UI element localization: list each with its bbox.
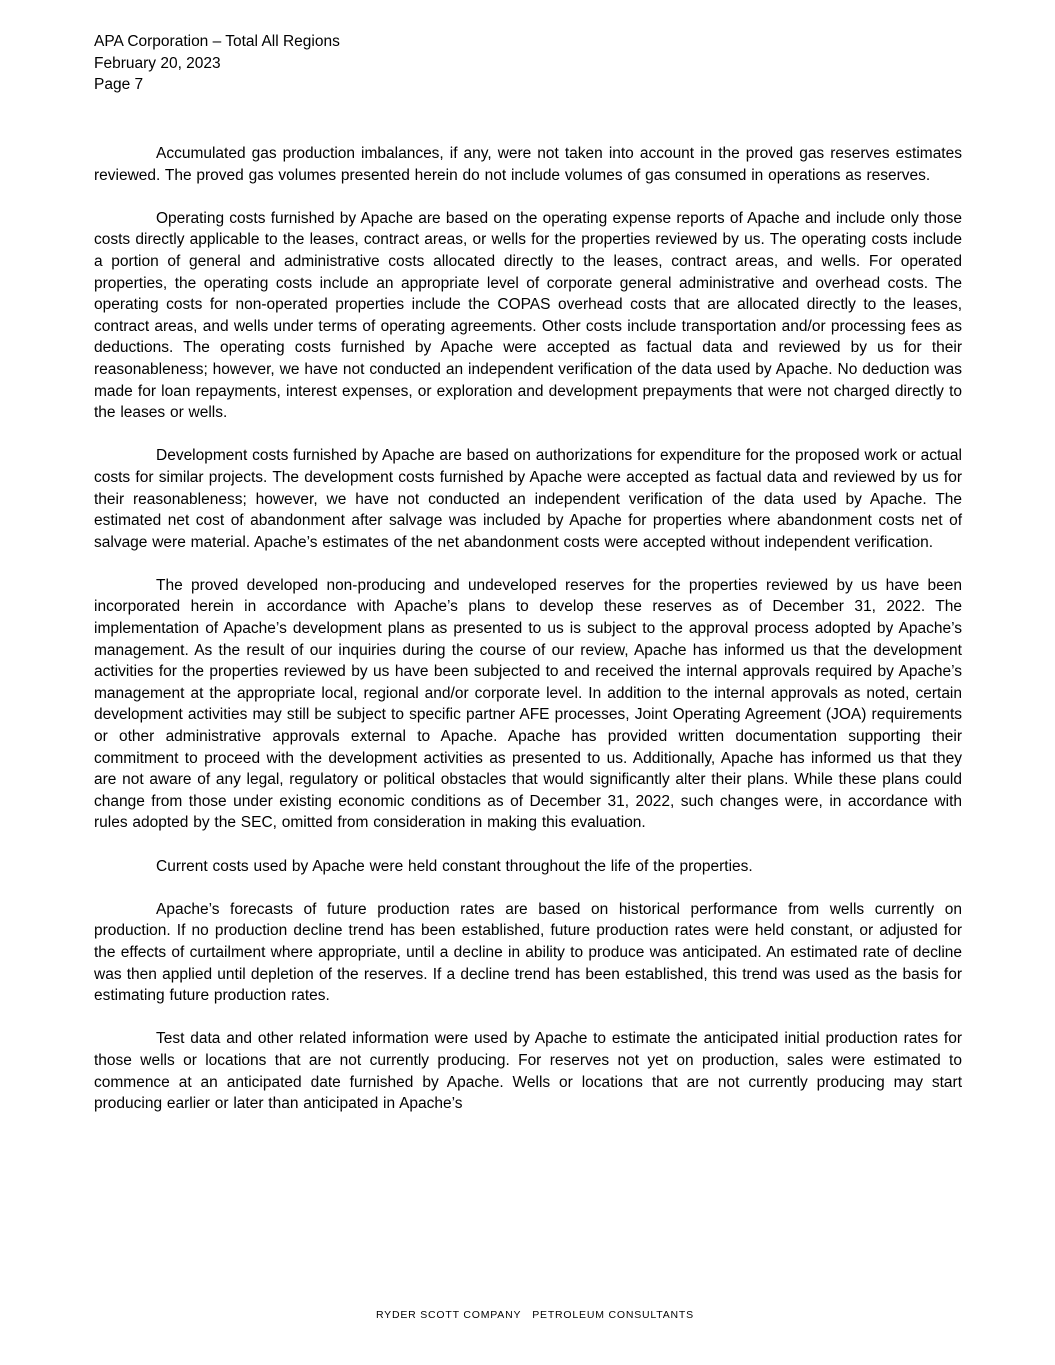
paragraph-operating-costs: Operating costs furnished by Apache are based on the operating expense reports of Apache and include only those costs directly applicable to the leases, contract areas, or wells for the properties reviewed by us. The operating costs include a portion of general and administrative costs allocated directly to the leases, contract areas, and wells. For operated properties, the operating costs include an appropriate level of corporate general administrative and overhead costs. The operating costs for non-operated properties include the COPAS overhead costs that are allocated directly to the leases, contract areas, and wells under terms of operating agreements. Other costs include transportation and/or processing fees as deductions. The operating costs furnished by Apache were accepted as factual data and reviewed by us for their reasonableness; however, we have not conducted an independent verification of the data used by Apache. No deduction was made for loan repayments, interest expenses, or exploration and development prepayments that were not charged directly to the leases or wells. — [94, 209, 962, 422]
header-company-line: APA Corporation – Total All Regions — [94, 33, 340, 50]
paragraph-test-data: Test data and other related information were used by Apache to estimate the anticipated initial production rates for those wells or locations that are not currently producing. For reserves not yet on production, sales were estimated to commence at an anticipated date furnished by Apache. Wells or locations that are not currently producing may start producing earlier or later than anticipated in Apache’s — [94, 1030, 962, 1113]
page-footer — [0, 1297, 1055, 1333]
paragraph-current-costs: Current costs used by Apache were held constant throughout the life of the properties. — [156, 857, 753, 875]
paragraph-development-costs: Development costs furnished by Apache are based on authorizations for expenditure for the proposed work or actual costs for similar projects. The development costs furnished by Apache were accepted as factual data and reviewed by us for their reasonableness; however, we have not conducted an independent verification of the data used by Apache. The estimated net cost of abandonment after salvage was included by Apache for properties where abandonment costs net of salvage were material. Apache’s estimates of the net abandonment costs were accepted without independent verification. — [94, 447, 962, 551]
paragraph-gas-imbalances: Accumulated gas production imbalances, if any, were not taken into account in the proved gas reserves estimates reviewed. The proved gas volumes presented herein do not include volumes of gas consumed in operations as reserves. — [94, 145, 962, 184]
header-date-line: February 20, 2023 — [94, 54, 221, 72]
page-header — [94, 31, 961, 96]
paragraph-production-forecasts: Apache’s forecasts of future production rates are based on historical performance from wells currently on production. If no production decline trend has been established, future production rates were held constant, or adjusted for the effects of curtailment where appropriate, until a decline in ability to produce was anticipated. An estimated rate of decline was then applied until depletion of the reserves. If a decline trend has been established, this trend was used as the basis for estimating future production rates. — [94, 900, 962, 1005]
footer-text: RYDER SCOTT COMPANY PETROLEUM CONSULTANTS — [375, 1309, 694, 1321]
document-body — [94, 143, 962, 1136]
paragraph-proved-reserves-plans: The proved developed non-producing and undeveloped reserves for the properties reviewed by us have been incorporated herein in accordance with Apache’s plans to develop these reserves as of December 31, 2022. The implementation of Apache’s development plans as presented to us is subject to the approval process adopted by Apache’s management. As the result of our inquiries during the course of our review, Apache has informed us that the development activities for the properties reviewed by us have been subjected to and received the internal approvals required by Apache’s management at the appropriate local, regional and/or corporate level. In addition to the internal approvals as noted, certain development activities may still be subject to specific partner AFE processes, Joint Operating Agreement (JOA) requirements or other administrative approvals external to Apache. Apache has provided written documentation supporting their commitment to proceed with the development activities as presented to us. Additionally, Apache has informed us that they are not aware of any legal, regulatory or political obstacles that would significantly alter their plans. While these plans could change from those under existing economic conditions as of December 31, 2022, such changes were, in accordance with rules adopted by the SEC, omitted from consideration in making this evaluation. — [94, 576, 962, 832]
header-page-number: Page 7 — [94, 76, 144, 93]
